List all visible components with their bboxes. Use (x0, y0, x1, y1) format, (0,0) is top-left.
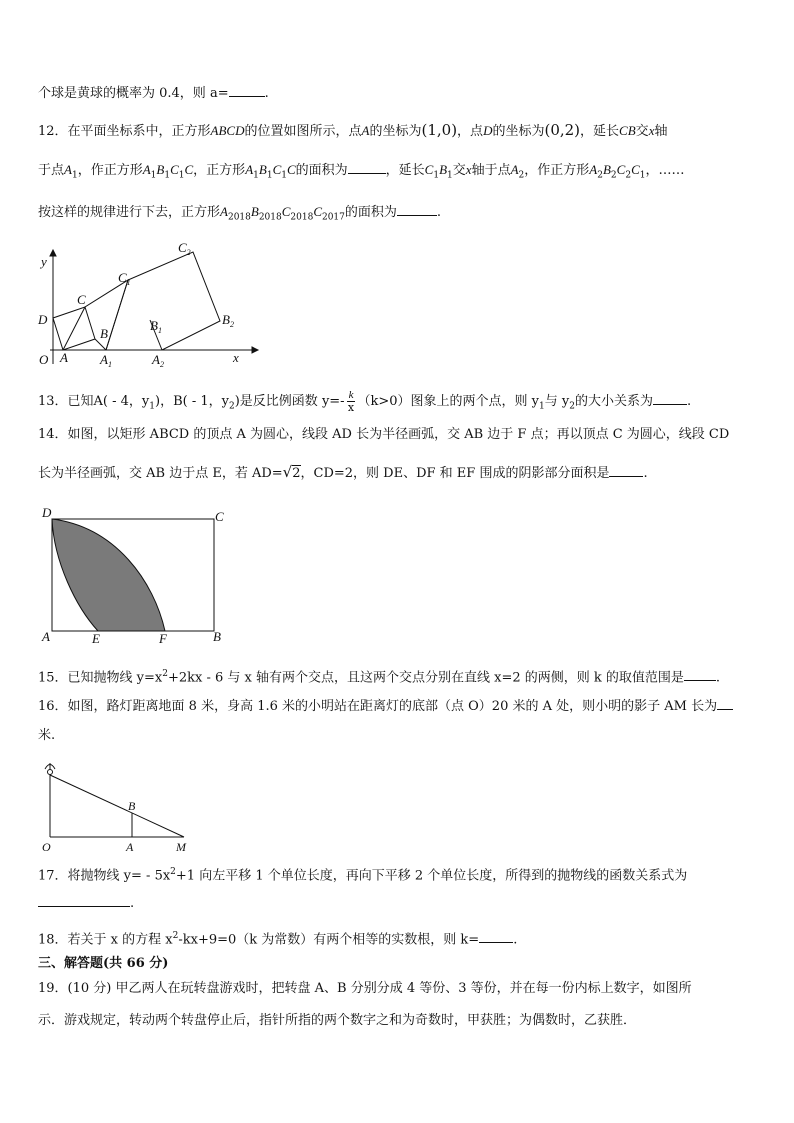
answer-blank (229, 83, 265, 97)
label-o: O (42, 840, 51, 854)
q12-line-1: 12．在平面坐标系中，正方形ABCD的位置如图所示，点A的坐标为(1,0)，点D的坐标为(0,2)，延长CB交x轴 (38, 121, 668, 139)
label-e: E (92, 631, 100, 646)
answer-blank (479, 929, 513, 943)
figure-q16-lamp (36, 755, 196, 855)
q14-line-2: 长为半径画弧，交 AB 边于点 E，若 AD=√2，CD=2，则 DE、DF 和 EF 围成的阴影部分面积是 . (38, 463, 648, 481)
q16-line-1: 16．如图，路灯距离地面 8 米，身高 1.6 米的小明站在距离灯的底部（点 O）20 米的 A 处，则小明的影子 AM 长为 (38, 696, 733, 716)
label-y: y (41, 254, 47, 269)
label-a: A (60, 350, 68, 365)
q15-line: 15．已知抛物线 $y=x^2+2kx - 6$ 与 x 轴有两个交点，且这两个交点分别在直线 x=2 的两侧，则 k 的取值范围是 . (38, 669, 721, 686)
answer-blank (397, 202, 437, 216)
label-c1: $C_1$ (118, 270, 131, 287)
q14-line-1: 14．如图，以矩形 ABCD 的顶点 A 为圆心，线段 AD 长为半径画弧，交 AB 边于 F 点；再以顶点 C 为圆心，线段 CD (38, 427, 730, 442)
label-b1: $B_1$ (150, 318, 162, 335)
q17-line-2: . (38, 893, 134, 913)
answer-blank (38, 893, 130, 907)
answer-blank (609, 463, 643, 477)
label-a2: $A_2$ (152, 352, 164, 369)
top-line: 个球是黄球的概率为 0.4，则 a= . (38, 83, 269, 103)
label-x: x (233, 350, 239, 365)
fraction-k-over-x: $\frac{k}{x}$ (347, 389, 355, 414)
q16-line-2: 米. (38, 728, 56, 743)
label-a1: $A_1$ (100, 352, 112, 369)
figure-q12-squares (30, 238, 260, 370)
q19-line-1: 19．(10 分) 甲乙两人在玩转盘游戏时，把转盘 A、B 分别分成 4 等份、3 等份，并在每一份内标上数字，如图所 (38, 981, 692, 996)
shaded-region (52, 519, 165, 631)
x-axis-arrow (252, 347, 258, 353)
label-b: B (213, 629, 221, 644)
q17-line-1: 17．将抛物线 $y= - 5x^2+1$ 向左平移 1 个单位长度，再向下平移 2 个单位长度，所得到的抛物线的函数关系式为 (38, 867, 688, 884)
label-o: O (39, 352, 49, 367)
section-heading: 三、解答题(共 66 分) (38, 956, 169, 971)
answer-blank (684, 667, 716, 681)
answer-blank (653, 391, 687, 405)
q13-line: 13．已知A( - 4，$y_1$)，B( - 1，$y_2$)是反比例函数 y=- $\frac{k}{x}$ （k>0）图象上的两个点，则 $y_1$与 $y_2$的大小关系为 . (38, 389, 692, 414)
sqrt-symbol: √ (282, 463, 293, 481)
square-a2 (106, 252, 220, 350)
figure-q14-rectangle (36, 502, 236, 646)
light-ray (50, 775, 184, 837)
label-b2: $B_2$ (222, 312, 234, 329)
label-c: C (77, 292, 86, 307)
label-m: M (176, 840, 186, 854)
label-c: C (215, 509, 224, 524)
label-f: F (159, 631, 167, 646)
y-axis-arrow (50, 250, 56, 256)
q12-line-2: 于点$A_1$，作正方形$A_1B_1C_1C$，正方形$A_1B_1C_1C$的面积为 ，延长$C_1B_1$交x轴于点$A_2$，作正方形$A_2B_2C_2C_1$，…… (38, 162, 685, 181)
label-d: D (38, 312, 48, 327)
q19-line-2: 示．游戏规定，转动两个转盘停止后，指针所指的两个数字之和为奇数时，甲获胜；为偶数时，乙获胜． (38, 1013, 637, 1028)
answer-blank (717, 696, 733, 710)
answer-blank (348, 160, 386, 174)
top-line-text: 个球是黄球的概率为 0.4，则 a= (38, 86, 229, 101)
q12-line-3: 按这样的规律进行下去，正方形$A_{2018}B_{2018}C_{2018}C_{2017}$的面积为 . (38, 204, 442, 223)
label-b: B (128, 799, 136, 813)
label-b: B (100, 326, 108, 341)
label-a: A (126, 840, 134, 854)
label-d: D (42, 505, 52, 520)
label-a: A (42, 629, 50, 644)
label-c2: $C_2$ (178, 240, 191, 257)
q18-line: 18．若关于 x 的方程 $x^2-kx+9=0(k$ 为常数）有两个相等的实数根，则 k= . (38, 931, 518, 948)
lamp-bulb (48, 770, 53, 775)
